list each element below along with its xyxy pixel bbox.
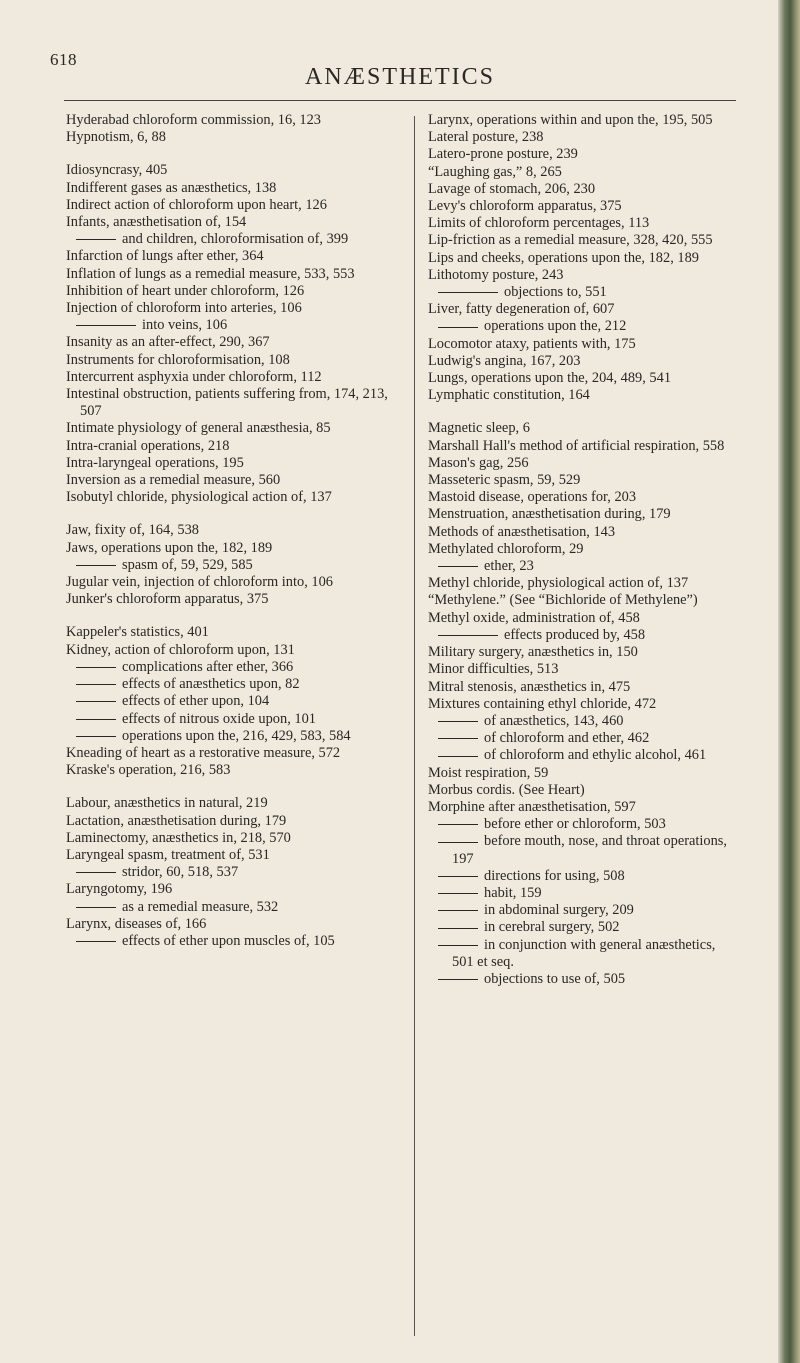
entry-text: as a remedial measure, 532 bbox=[122, 898, 279, 915]
entry-text: effects of ether upon, 104 bbox=[122, 693, 270, 710]
entry-text: Minor difficulties, 513 bbox=[428, 661, 559, 678]
entry-text: Insanity as an after-effect, 290, 367 bbox=[66, 334, 270, 351]
entry-text: Jaws, operations upon the, 182, 189 bbox=[66, 539, 273, 556]
index-entry bbox=[428, 782, 738, 799]
entry-text: Intimate physiology of general anæsthesia, 85 bbox=[66, 420, 331, 437]
entry-text: Indifferent gases as anæsthetics, 138 bbox=[66, 179, 277, 196]
entry-text: Intercurrent asphyxia under chloroform, 112 bbox=[66, 368, 322, 385]
entry-text: Isobutyl chloride, physiological action of, 137 bbox=[66, 489, 332, 506]
entry-text: Masseteric spasm, 59, 529 bbox=[428, 472, 581, 489]
index-entry bbox=[428, 644, 738, 661]
entry-text: Intestinal obstruction, patients suffering from, 174, 213, 507 bbox=[66, 386, 388, 420]
repeat-dash bbox=[438, 566, 478, 567]
entry-text: Intra-laryngeal operations, 195 bbox=[66, 454, 244, 471]
entry-text: Levy's chloroform apparatus, 375 bbox=[428, 198, 622, 215]
entry-text: Limits of chloroform percentages, 113 bbox=[428, 215, 650, 232]
entry-text: Lithotomy posture, 243 bbox=[428, 266, 564, 283]
entry-text: in abdominal surgery, 209 bbox=[484, 902, 634, 919]
index-entry bbox=[66, 420, 401, 437]
entry-text: Kneading of heart as a restorative measure, 572 bbox=[66, 744, 341, 761]
index-subentry bbox=[428, 627, 738, 644]
repeat-dash bbox=[438, 756, 478, 757]
entry-text: Moist respiration, 59 bbox=[428, 764, 549, 781]
entry-text: spasm of, 59, 529, 585 bbox=[122, 556, 253, 573]
entry-text: Menstruation, anæsthetisation during, 179 bbox=[428, 506, 671, 523]
entry-text: Larynx, diseases of, 166 bbox=[66, 915, 207, 932]
index-entry bbox=[66, 847, 401, 864]
entry-text: habit, 159 bbox=[484, 884, 542, 901]
index-entry bbox=[66, 830, 401, 847]
index-subentry bbox=[66, 933, 401, 950]
index-subentry bbox=[428, 713, 738, 730]
section-gap bbox=[66, 506, 401, 522]
index-entry bbox=[428, 489, 738, 506]
index-entry bbox=[66, 455, 401, 472]
repeat-dash bbox=[438, 945, 478, 946]
index-subentry bbox=[428, 558, 738, 575]
index-entry bbox=[428, 524, 738, 541]
index-entry bbox=[428, 765, 738, 782]
repeat-dash bbox=[76, 872, 116, 873]
entry-text: Injection of chloroform into arteries, 106 bbox=[66, 300, 302, 317]
repeat-dash bbox=[438, 928, 478, 929]
index-entry bbox=[66, 369, 401, 386]
entry-text: Inversion as a remedial measure, 560 bbox=[66, 472, 281, 489]
index-entry bbox=[428, 506, 738, 523]
index-entry bbox=[66, 762, 401, 779]
index-subentry bbox=[66, 728, 401, 745]
index-entry bbox=[66, 248, 401, 265]
repeat-dash bbox=[438, 876, 478, 877]
repeat-dash bbox=[438, 979, 478, 980]
entry-text: Mason's gag, 256 bbox=[428, 454, 529, 471]
index-subentry bbox=[66, 864, 401, 881]
index-entry bbox=[428, 679, 738, 696]
page-number: 618 bbox=[50, 50, 77, 69]
page-edge bbox=[778, 0, 800, 1363]
index-subentry bbox=[428, 902, 738, 919]
index-entry bbox=[428, 696, 738, 713]
entry-text: Lateral posture, 238 bbox=[428, 129, 544, 146]
index-subentry bbox=[66, 693, 401, 710]
index-entry bbox=[66, 472, 401, 489]
index-entry bbox=[428, 250, 738, 267]
entry-text: in cerebral surgery, 502 bbox=[484, 919, 620, 936]
entry-text: Lymphatic constitution, 164 bbox=[428, 387, 590, 404]
entry-text: of chloroform and ethylic alcohol, 461 bbox=[484, 747, 707, 764]
index-entry bbox=[428, 661, 738, 678]
section-gap bbox=[428, 404, 738, 420]
entry-text: Ludwig's angina, 167, 203 bbox=[428, 352, 581, 369]
repeat-dash bbox=[438, 842, 478, 843]
repeat-dash bbox=[76, 325, 136, 326]
index-subentry bbox=[66, 231, 401, 248]
index-entry bbox=[66, 300, 401, 317]
entry-text: Laminectomy, anæsthetics in, 218, 570 bbox=[66, 829, 291, 846]
repeat-dash bbox=[438, 738, 478, 739]
entry-text: Marshall Hall's method of artificial respiration, 558 bbox=[428, 437, 725, 454]
entry-text: Laryngotomy, 196 bbox=[66, 881, 173, 898]
index-entry bbox=[428, 575, 738, 592]
entry-text: Idiosyncrasy, 405 bbox=[66, 162, 168, 179]
index-subentry bbox=[428, 284, 738, 301]
repeat-dash bbox=[76, 907, 116, 908]
entry-text: operations upon the, 212 bbox=[484, 318, 627, 335]
repeat-dash bbox=[438, 292, 498, 293]
section-gap bbox=[66, 779, 401, 795]
index-entry bbox=[66, 745, 401, 762]
repeat-dash bbox=[76, 719, 116, 720]
entry-text: objections to use of, 505 bbox=[484, 970, 626, 987]
index-entry bbox=[66, 574, 401, 591]
index-entry bbox=[428, 353, 738, 370]
entry-text: and children, chloroformisation of, 399 bbox=[122, 231, 349, 248]
entry-text: Kraske's operation, 216, 583 bbox=[66, 762, 231, 779]
index-entry bbox=[428, 232, 738, 249]
index-entry bbox=[66, 266, 401, 283]
repeat-dash bbox=[438, 824, 478, 825]
index-entry bbox=[66, 540, 401, 557]
running-head: ANÆSTHETICS bbox=[304, 64, 495, 90]
column-divider bbox=[414, 116, 415, 1336]
index-entry bbox=[66, 334, 401, 351]
repeat-dash bbox=[438, 893, 478, 894]
entry-text: Methyl oxide, administration of, 458 bbox=[428, 609, 640, 626]
index-subentry bbox=[66, 676, 401, 693]
repeat-dash bbox=[76, 684, 116, 685]
entry-text: Methods of anæsthetisation, 143 bbox=[428, 523, 616, 540]
index-column-left bbox=[66, 112, 401, 950]
index-column-right bbox=[428, 112, 738, 988]
index-entry bbox=[428, 799, 738, 816]
repeat-dash bbox=[76, 941, 116, 942]
repeat-dash bbox=[76, 667, 116, 668]
index-entry bbox=[428, 112, 738, 129]
entry-text: of chloroform and ether, 462 bbox=[484, 730, 650, 747]
entry-text: Mitral stenosis, anæsthetics in, 475 bbox=[428, 678, 631, 695]
index-entry bbox=[66, 591, 401, 608]
section-gap bbox=[66, 146, 401, 162]
index-entry bbox=[66, 197, 401, 214]
entry-text: Liver, fatty degeneration of, 607 bbox=[428, 301, 615, 318]
entry-text: Lips and cheeks, operations upon the, 182, 189 bbox=[428, 249, 699, 266]
entry-text: Methyl chloride, physiological action of, 137 bbox=[428, 575, 689, 592]
entry-text: complications after ether, 366 bbox=[122, 658, 294, 675]
index-entry bbox=[428, 301, 738, 318]
index-entry bbox=[428, 215, 738, 232]
entry-text: Larynx, operations within and upon the, 195, 505 bbox=[428, 112, 713, 128]
entry-text: Labour, anæsthetics in natural, 219 bbox=[66, 795, 268, 812]
repeat-dash bbox=[438, 721, 478, 722]
entry-text: Morphine after anæsthetisation, 597 bbox=[428, 798, 636, 815]
entry-text: Hyderabad chloroform commission, 16, 123 bbox=[66, 112, 321, 128]
index-entry bbox=[66, 813, 401, 830]
index-entry bbox=[66, 180, 401, 197]
index-entry bbox=[66, 283, 401, 300]
index-entry bbox=[66, 162, 401, 179]
index-entry bbox=[428, 164, 738, 181]
index-entry bbox=[66, 795, 401, 812]
index-entry bbox=[428, 129, 738, 146]
entry-text: Methylated chloroform, 29 bbox=[428, 540, 584, 557]
entry-text: in conjunction with general anæsthetics, 501 et seq. bbox=[452, 936, 716, 970]
entry-text: effects of anæsthetics upon, 82 bbox=[122, 676, 300, 693]
index-entry bbox=[428, 592, 738, 609]
entry-text: Military surgery, anæsthetics in, 150 bbox=[428, 644, 638, 661]
index-entry bbox=[428, 387, 738, 404]
entry-text: Mixtures containing ethyl chloride, 472 bbox=[428, 695, 657, 712]
entry-text: Kidney, action of chloroform upon, 131 bbox=[66, 641, 295, 658]
index-entry bbox=[66, 386, 401, 420]
entry-text: Jaw, fixity of, 164, 538 bbox=[66, 522, 199, 539]
index-subentry bbox=[66, 899, 401, 916]
entry-text: before mouth, nose, and throat operations, 197 bbox=[452, 833, 727, 867]
index-entry bbox=[428, 610, 738, 627]
entry-text: Latero-prone posture, 239 bbox=[428, 146, 578, 163]
entry-text: Morbus cordis. (See Heart) bbox=[428, 781, 585, 798]
entry-text: Locomotor ataxy, patients with, 175 bbox=[428, 335, 636, 352]
index-subentry bbox=[428, 816, 738, 833]
index-entry bbox=[428, 267, 738, 284]
entry-text: effects of ether upon muscles of, 105 bbox=[122, 932, 335, 949]
index-subentry bbox=[66, 711, 401, 728]
entry-text: Lactation, anæsthetisation during, 179 bbox=[66, 812, 287, 829]
index-subentry bbox=[66, 659, 401, 676]
index-entry bbox=[428, 472, 738, 489]
entry-text: Inhibition of heart under chloroform, 126 bbox=[66, 282, 305, 299]
entry-text: Laryngeal spasm, treatment of, 531 bbox=[66, 846, 270, 863]
index-subentry bbox=[428, 833, 738, 867]
index-entry bbox=[66, 112, 401, 129]
repeat-dash bbox=[76, 239, 116, 240]
entry-text: effects of nitrous oxide upon, 101 bbox=[122, 710, 316, 727]
index-entry bbox=[66, 881, 401, 898]
index-entry bbox=[428, 455, 738, 472]
entry-text: Jugular vein, injection of chloroform into, 106 bbox=[66, 574, 333, 591]
entry-text: Instruments for chloroformisation, 108 bbox=[66, 351, 290, 368]
index-entry bbox=[66, 214, 401, 231]
entry-text: into veins, 106 bbox=[142, 317, 228, 334]
index-entry bbox=[66, 129, 401, 146]
index-entry bbox=[66, 352, 401, 369]
index-entry bbox=[428, 336, 738, 353]
index-subentry bbox=[428, 868, 738, 885]
entry-text: “Laughing gas,” 8, 265 bbox=[428, 163, 562, 180]
index-entry bbox=[66, 438, 401, 455]
entry-text: Kappeler's statistics, 401 bbox=[66, 624, 209, 641]
index-subentry bbox=[428, 919, 738, 936]
index-entry bbox=[428, 198, 738, 215]
index-entry bbox=[428, 438, 738, 455]
index-entry bbox=[428, 181, 738, 198]
index-entry bbox=[66, 624, 401, 641]
entry-text: Hypnotism, 6, 88 bbox=[66, 129, 166, 146]
repeat-dash bbox=[438, 327, 478, 328]
index-subentry bbox=[428, 318, 738, 335]
entry-text: Intra-cranial operations, 218 bbox=[66, 437, 230, 454]
index-subentry bbox=[428, 885, 738, 902]
index-entry bbox=[428, 541, 738, 558]
index-entry bbox=[428, 370, 738, 387]
index-subentry bbox=[66, 317, 401, 334]
entry-text: Junker's chloroform apparatus, 375 bbox=[66, 591, 269, 608]
header-rule bbox=[64, 100, 736, 101]
entry-text: Lungs, operations upon the, 204, 489, 541 bbox=[428, 370, 672, 387]
index-subentry bbox=[428, 937, 738, 971]
entry-text: operations upon the, 216, 429, 583, 584 bbox=[122, 727, 351, 744]
entry-text: effects produced by, 458 bbox=[504, 626, 646, 643]
index-subentry bbox=[428, 730, 738, 747]
entry-text: Lip-friction as a remedial measure, 328, 420, 555 bbox=[428, 232, 713, 249]
entry-text: Indirect action of chloroform upon heart, 126 bbox=[66, 196, 327, 213]
entry-text: of anæsthetics, 143, 460 bbox=[484, 712, 624, 729]
entry-text: “Methylene.” (See “Bichloride of Methylene”) bbox=[428, 592, 698, 609]
index-subentry bbox=[428, 747, 738, 764]
entry-text: Lavage of stomach, 206, 230 bbox=[428, 180, 596, 197]
index-subentry bbox=[66, 557, 401, 574]
entry-text: objections to, 551 bbox=[504, 284, 607, 301]
index-entry bbox=[66, 916, 401, 933]
repeat-dash bbox=[438, 635, 498, 636]
index-entry bbox=[66, 522, 401, 539]
repeat-dash bbox=[438, 910, 478, 911]
repeat-dash bbox=[76, 701, 116, 702]
entry-text: before ether or chloroform, 503 bbox=[484, 816, 666, 833]
entry-text: ether, 23 bbox=[484, 558, 534, 575]
entry-text: Magnetic sleep, 6 bbox=[428, 420, 530, 437]
repeat-dash bbox=[76, 736, 116, 737]
index-entry bbox=[428, 420, 738, 437]
section-gap bbox=[66, 608, 401, 624]
index-entry bbox=[66, 489, 401, 506]
index-entry bbox=[428, 146, 738, 163]
entry-text: Infarction of lungs after ether, 364 bbox=[66, 248, 264, 265]
entry-text: directions for using, 508 bbox=[484, 867, 625, 884]
entry-text: Mastoid disease, operations for, 203 bbox=[428, 489, 637, 506]
repeat-dash bbox=[76, 565, 116, 566]
index-subentry bbox=[428, 971, 738, 988]
index-entry bbox=[66, 642, 401, 659]
entry-text: Inflation of lungs as a remedial measure, 533, 553 bbox=[66, 265, 355, 282]
entry-text: Infants, anæsthetisation of, 154 bbox=[66, 214, 247, 231]
entry-text: stridor, 60, 518, 537 bbox=[122, 864, 239, 881]
